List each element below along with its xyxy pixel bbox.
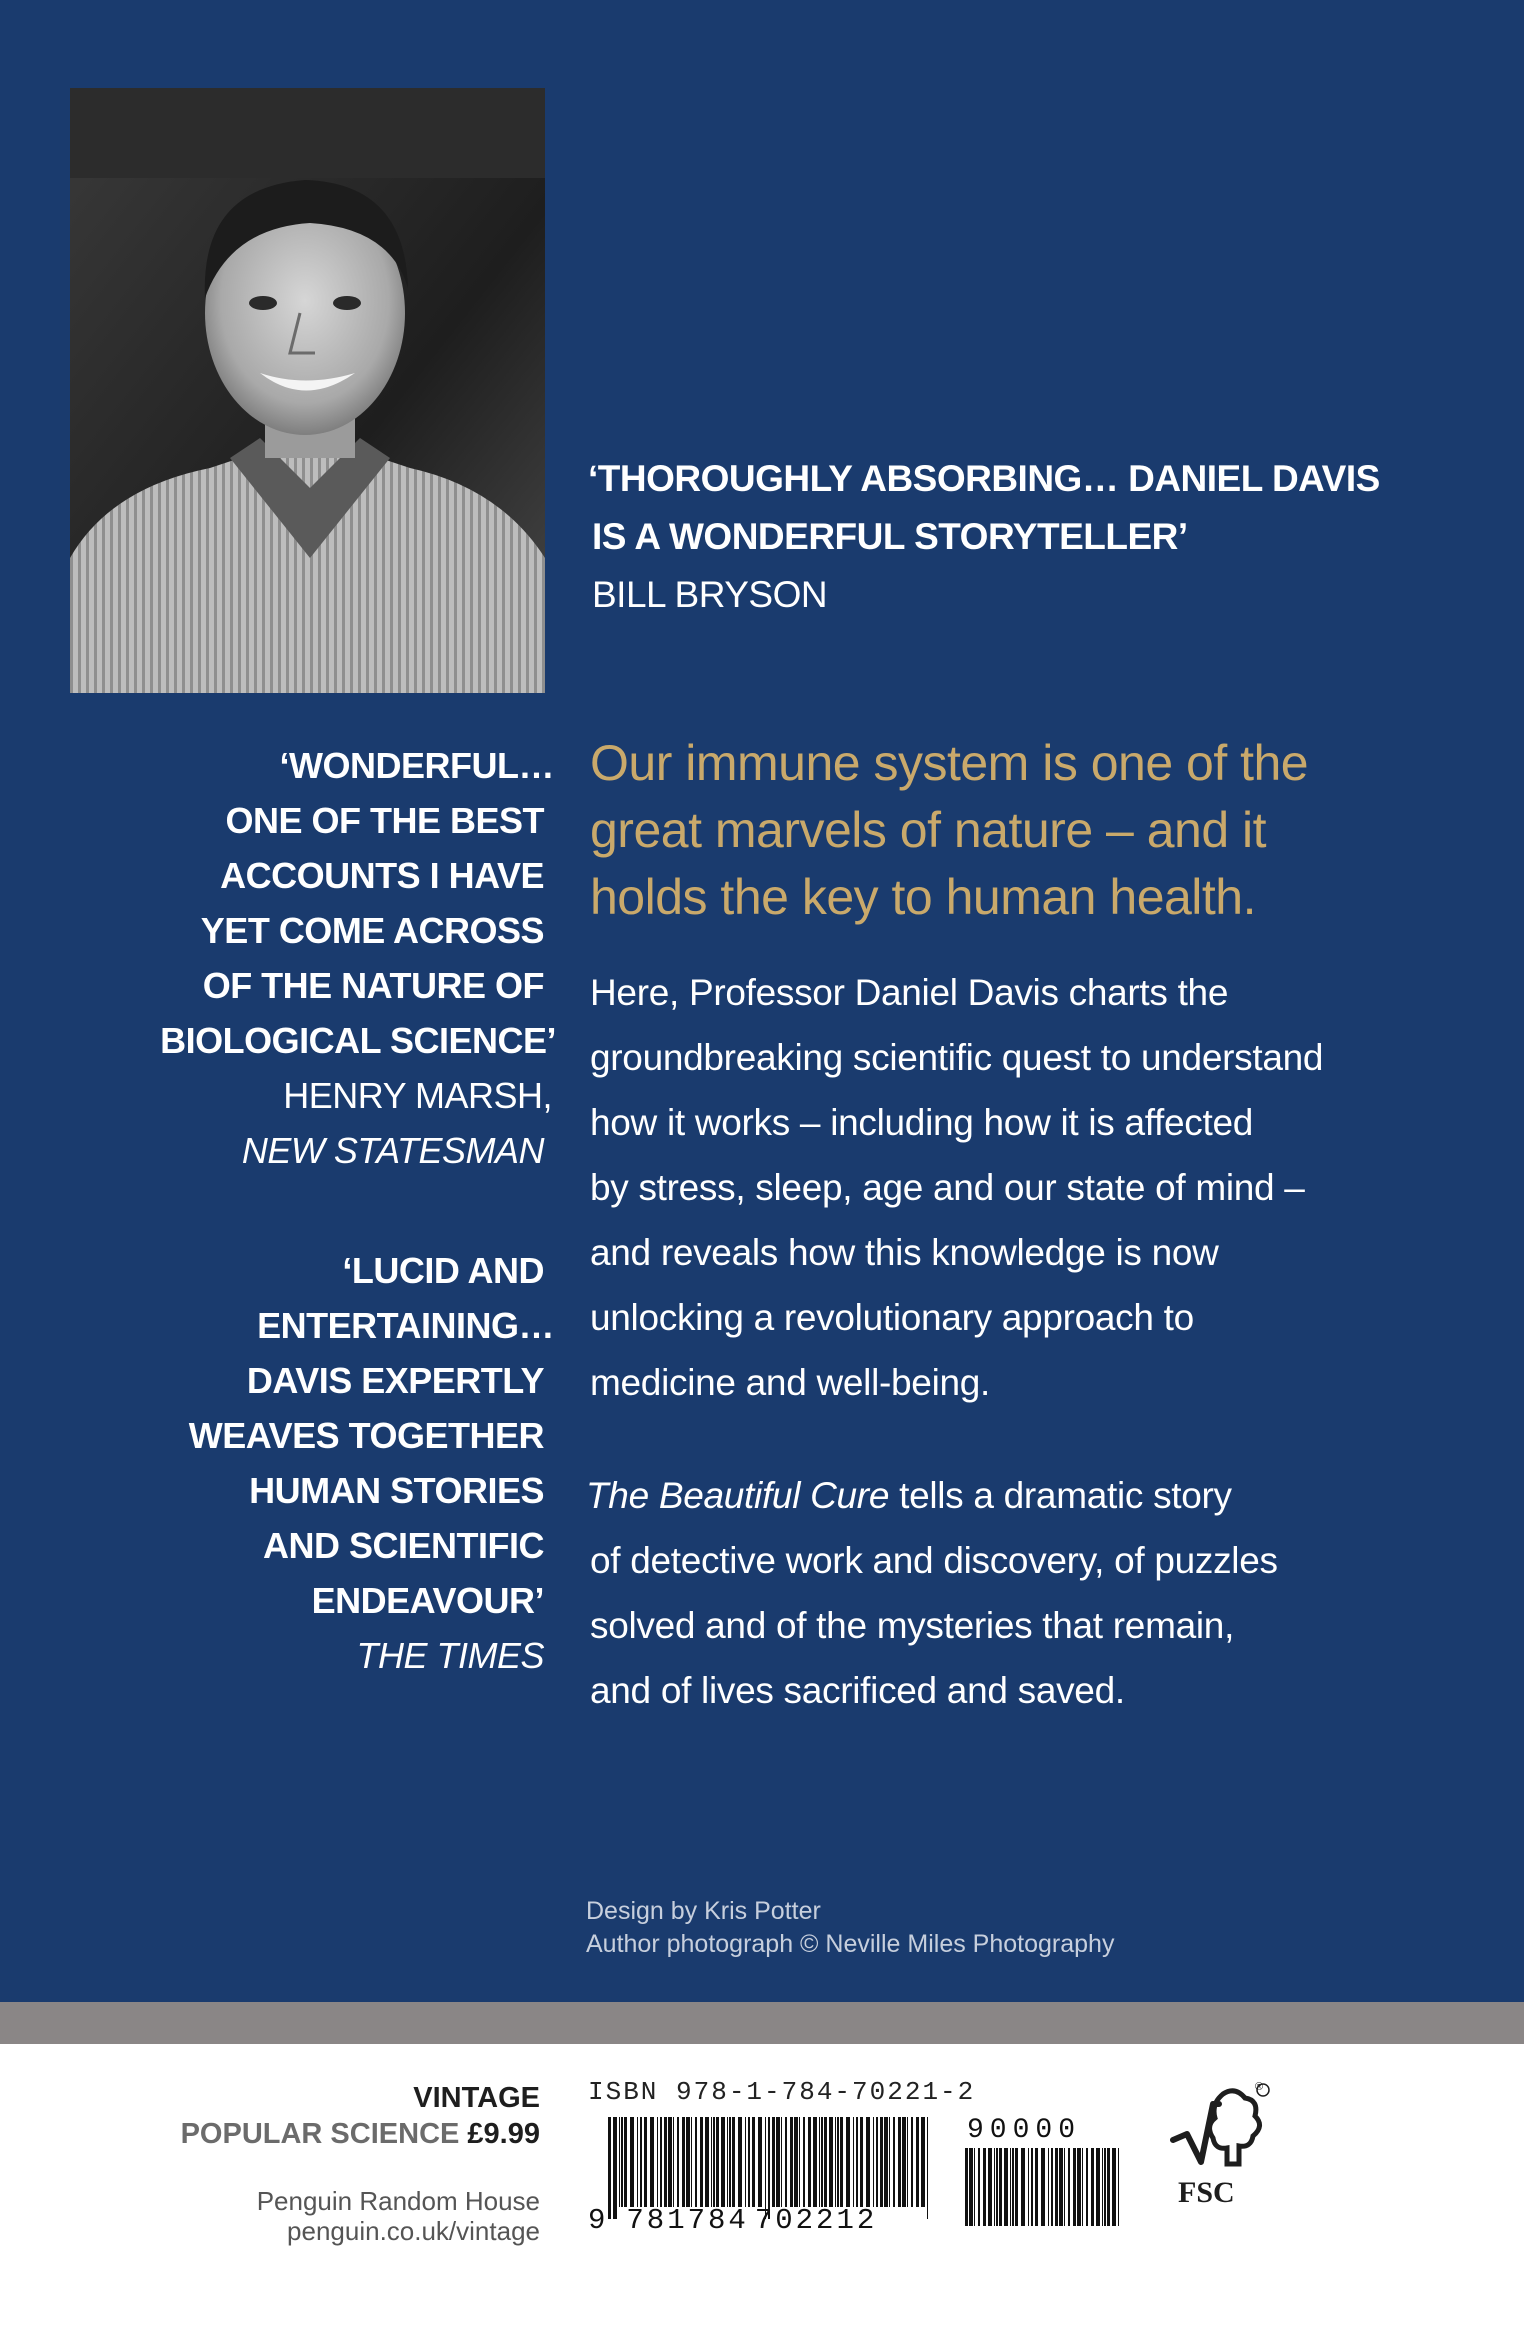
description-paragraph-2 [586,1463,1466,1723]
barcode-digits [588,2204,948,2237]
barcode-bar [716,2117,719,2207]
quote-line: BIOLOGICAL SCIENCE’ [160,1020,556,1061]
barcode-bar [803,2117,805,2207]
description-paragraph-1 [590,960,1470,1415]
barcode-bar [907,2117,908,2207]
quote-source: NEW STATESMAN [241,1130,544,1171]
body-line: by stress, sleep, age and our state of mind – [590,1167,1305,1208]
barcode-bar [644,2117,647,2207]
barcode-bar [988,2148,992,2226]
barcode-bar [748,2117,750,2207]
barcode-bar [884,2117,888,2207]
quote-line: ACCOUNTS I HAVE [220,855,544,896]
book-title: The Beautiful Cure [586,1475,890,1516]
quote-source: THE TIMES [356,1635,544,1676]
barcode-bar [846,2117,850,2207]
fsc-tree-logo [1165,2082,1275,2182]
photo-credit: Author photograph © Neville Miles Photography [586,1930,1115,1958]
quote-line: DAVIS EXPERTLY [246,1360,544,1401]
barcode-bar [996,2148,998,2226]
barcode-bar [835,2117,836,2207]
barcode-bar [630,2117,634,2207]
grey-band [0,2002,1524,2044]
body-line-rest: tells a dramatic story [889,1475,1232,1516]
barcode-bar [819,2117,820,2207]
barcode-bar [821,2117,823,2207]
barcode-bar [965,2148,968,2226]
barcode-bar [902,2117,906,2207]
barcode-bar [853,2117,854,2207]
barcode-bar [1102,2148,1103,2226]
barcode-left-digits: 781784 [626,2204,749,2237]
barcode-bar [713,2117,715,2207]
barcode-bar [866,2117,870,2207]
quote-line: WEAVES TOGETHER [188,1415,544,1456]
imprint: VINTAGE [413,2082,540,2114]
barcode-bar [1051,2148,1053,2226]
barcode-bar [1035,2148,1038,2226]
publisher-name: Penguin Random House [256,2186,540,2216]
barcode-bar [1086,2148,1088,2226]
barcode-bar [721,2117,725,2207]
barcode-bar [790,2117,793,2207]
barcode-bar [657,2117,658,2207]
credits [586,1895,1114,1961]
barcode-bar [1077,2148,1081,2226]
left-quote-2 [24,1243,554,1683]
barcode-bar [785,2117,787,2207]
lead-line: holds the key to human health. [590,869,1257,925]
top-quote-line: IS A WONDERFUL STORYTELLER’ [592,516,1188,557]
barcode-right-digits: 702212 [754,2204,878,2237]
barcode-bar [978,2148,980,2226]
barcode-bar [1068,2148,1070,2226]
lead-line: great marvels of nature – and it [590,802,1267,858]
lead-line: Our immune system is one of the [590,735,1309,791]
quote-attribution: HENRY MARSH, [283,1075,552,1116]
barcode-bar [705,2117,709,2207]
body-line: how it works – including how it is affected [590,1102,1254,1143]
body-line: medicine and well-being. [590,1362,991,1403]
barcode-bar [1107,2148,1110,2226]
barcode-bar [799,2117,800,2207]
left-quote-1 [24,738,556,1178]
barcode-bar [691,2117,692,2207]
isbn-label: ISBN 978-1-784-70221-2 [588,2077,976,2107]
barcode-bar [840,2117,843,2207]
barcode-bar [1118,2148,1119,2226]
fsc-tree-icon [1165,2082,1275,2177]
barcode-bar [758,2117,762,2207]
price: £9.99 [467,2118,540,2150]
barcode-bar [752,2117,755,2207]
barcode-bar [1004,2148,1008,2226]
quote-line: ‘WONDERFUL… [279,745,554,786]
barcode-bar [1015,2148,1018,2226]
author-photo-graphic [70,88,545,693]
barcode-bar [829,2117,833,2207]
barcode-bar [682,2117,685,2207]
barcode-bar [880,2117,883,2207]
barcode-bar [1112,2148,1116,2226]
body-line [586,1463,1466,1528]
series-label: POPULAR SCIENCE [180,2118,460,2150]
quote-line: ONE OF THE BEST [225,800,544,841]
barcode-bar [1055,2148,1058,2226]
barcode-bar [727,2117,728,2207]
addon-digits: 90000 [967,2115,1082,2146]
barcode-bar [893,2117,895,2207]
barcode-bar [1073,2148,1076,2226]
barcode-bar [1010,2148,1011,2226]
design-credit: Design by Kris Potter [586,1897,821,1925]
barcode-bar [911,2117,913,2207]
barcode-bar [794,2117,798,2207]
barcode-bar [650,2117,654,2207]
top-quote-attribution: BILL BRYSON [592,574,828,615]
barcode-bar [711,2117,712,2207]
barcode-bar [673,2117,674,2207]
barcode-bar [1031,2148,1033,2226]
barcode-bar [660,2117,662,2207]
quote-line: ENDEAVOUR’ [311,1580,544,1621]
barcode-bar [974,2148,975,2226]
barcode-bar [686,2117,690,2207]
barcode-bar [738,2117,742,2207]
barcode-bar [1028,2148,1029,2226]
barcode-bar [898,2117,901,2207]
barcode-bar [781,2117,782,2207]
barcode-bar [889,2117,890,2207]
addon-barcode [965,2148,1120,2243]
barcode-bar [732,2117,735,2207]
body-line: and of lives sacrificed and saved. [590,1670,1125,1711]
barcode-bar [808,2117,811,2207]
barcode-bar [1096,2148,1100,2226]
top-quote-line: ‘THOROUGHLY ABSORBING… DANIEL DAVIS [588,458,1380,499]
quote-line: OF THE NATURE OF [202,965,544,1006]
top-quote [588,450,1488,624]
addon-bars [965,2148,1120,2238]
barcode-bar [640,2117,642,2207]
body-line: and reveals how this knowledge is now [590,1232,1219,1273]
barcode-bar [624,2117,627,2207]
barcode-bar [745,2117,746,2207]
barcode-bar [837,2117,839,2207]
barcode-bar [664,2117,667,2207]
barcode-bar [1059,2148,1063,2226]
barcode-bar [921,2117,925,2207]
barcode-bar [994,2148,995,2226]
barcode-bar [772,2117,775,2207]
barcode-bar [860,2117,863,2207]
barcode-bar [983,2148,986,2226]
barcode-bar [1104,2148,1106,2226]
quote-line: ENTERTAINING… [257,1305,554,1346]
barcode-bar [824,2117,827,2207]
quote-line: ‘LUCID AND [342,1250,544,1291]
barcode-bar [999,2148,1002,2226]
barcode-bar [700,2117,703,2207]
barcode-bar [813,2117,817,2207]
lead-text [590,730,1490,931]
barcode-bar [619,2117,620,2207]
body-line: groundbreaking scientific quest to understand [590,1037,1324,1078]
quote-line: YET COME ACROSS [200,910,544,951]
barcode-bar [1091,2148,1094,2226]
barcode-bar [695,2117,697,2207]
author-photo [70,88,545,693]
quote-line: AND SCIENTIFIC [263,1525,544,1566]
barcode-bar [668,2117,672,2207]
body-line: Here, Professor Daniel Davis charts the [590,972,1229,1013]
body-line: unlocking a revolutionary approach to [590,1297,1194,1338]
barcode-bar [873,2117,874,2207]
publisher-website: penguin.co.uk/vintage [287,2216,540,2246]
barcode-bar [1048,2148,1049,2226]
barcode-bar [1041,2148,1045,2226]
barcode-bar [916,2117,919,2207]
barcode-bar [876,2117,878,2207]
body-line: solved and of the mysteries that remain, [590,1605,1235,1646]
barcode-bar [1021,2148,1025,2226]
barcode-first-digit: 9 [588,2204,609,2237]
barcode-bar [621,2117,623,2207]
barcode-bar [969,2148,973,2226]
quote-line: HUMAN STORIES [249,1470,544,1511]
barcode-bar [677,2117,679,2207]
barcode-bar [1082,2148,1083,2226]
barcode-bar [637,2117,638,2207]
registered-mark: ® [1255,2081,1264,2093]
body-line: of detective work and discovery, of puzzles [590,1540,1278,1581]
fsc-label: FSC [1178,2176,1235,2209]
barcode-bar [1012,2148,1014,2226]
barcode-bar [776,2117,780,2207]
publisher-info [181,2080,540,2152]
barcode-bar [1064,2148,1065,2226]
barcode-bar [729,2117,731,2207]
publisher-house [257,2186,540,2246]
barcode-bar [856,2117,858,2207]
